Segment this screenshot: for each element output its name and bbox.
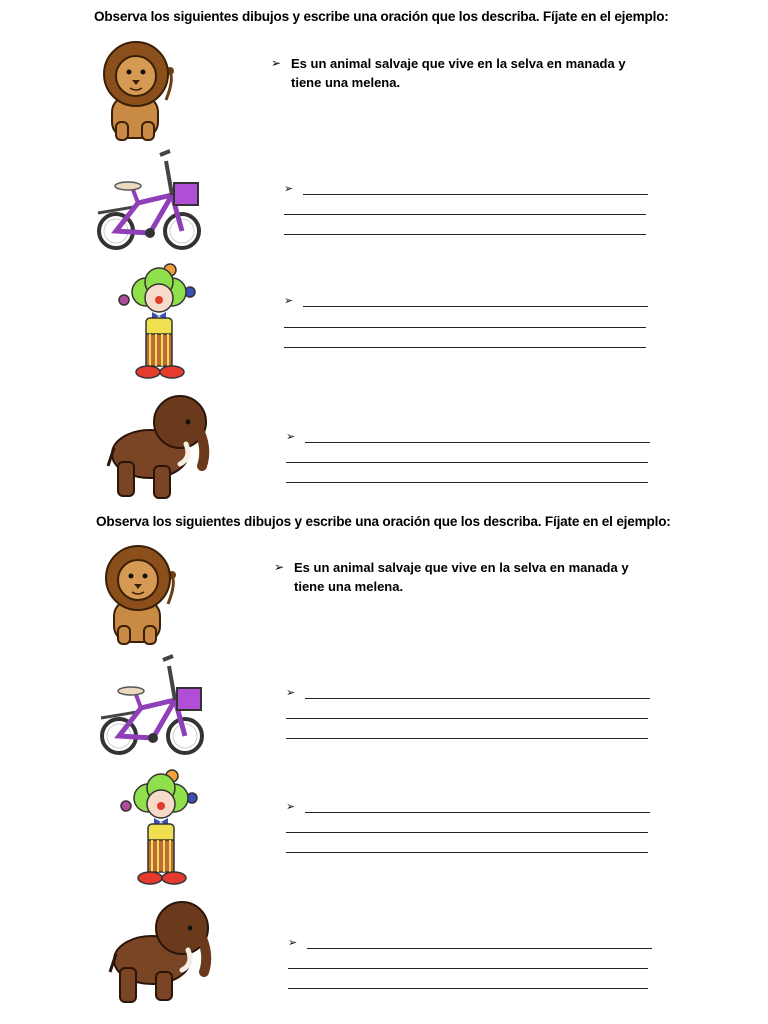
write-line [284, 327, 646, 328]
write-line [307, 948, 652, 949]
example-line-1: Es un animal salvaje que vive en la selva en manada y [294, 560, 629, 575]
lion-illustration [100, 40, 180, 146]
example-sentence [271, 54, 626, 92]
bullet-arrow-icon: ➢ [271, 56, 282, 70]
bicycle-illustration [94, 147, 204, 251]
write-line [305, 698, 650, 699]
write-line [286, 718, 648, 719]
example-line-2: tiene una melena. [294, 579, 404, 594]
write-line [303, 194, 648, 195]
worksheet-section-2 [0, 504, 768, 1024]
write-line [284, 234, 646, 235]
bullet-arrow-icon: ➢ [286, 687, 296, 699]
write-line [286, 482, 648, 483]
mammoth-illustration [106, 392, 214, 502]
bicycle-illustration [97, 652, 207, 756]
write-line [284, 347, 646, 348]
example-line-1: Es un animal salvaje que vive en la selva en manada y [291, 56, 626, 71]
write-line [288, 968, 648, 969]
lion-illustration [102, 544, 182, 650]
bullet-arrow-icon: ➢ [286, 801, 296, 813]
write-line [286, 738, 648, 739]
clown-illustration [116, 262, 198, 382]
write-line [303, 306, 648, 307]
instruction-text: Observa los siguientes dibujos y escribe una oración que los describa. Fíjate en el ejemplo: [96, 514, 671, 529]
write-line [305, 812, 650, 813]
mammoth-illustration [108, 898, 216, 1008]
bullet-arrow-icon: ➢ [284, 183, 294, 195]
write-line [286, 832, 648, 833]
write-line [286, 462, 648, 463]
bullet-arrow-icon: ➢ [288, 937, 298, 949]
bullet-arrow-icon: ➢ [286, 431, 296, 443]
example-line-2: tiene una melena. [291, 75, 401, 90]
instruction-text: Observa los siguientes dibujos y escribe una oración que los describa. Fíjate en el ejemplo: [94, 9, 669, 24]
write-line [284, 214, 646, 215]
write-line [288, 988, 648, 989]
bullet-arrow-icon: ➢ [284, 295, 294, 307]
bullet-arrow-icon: ➢ [274, 560, 285, 574]
write-line [286, 852, 648, 853]
write-line [305, 442, 650, 443]
clown-illustration [118, 768, 200, 888]
example-sentence [274, 558, 629, 596]
